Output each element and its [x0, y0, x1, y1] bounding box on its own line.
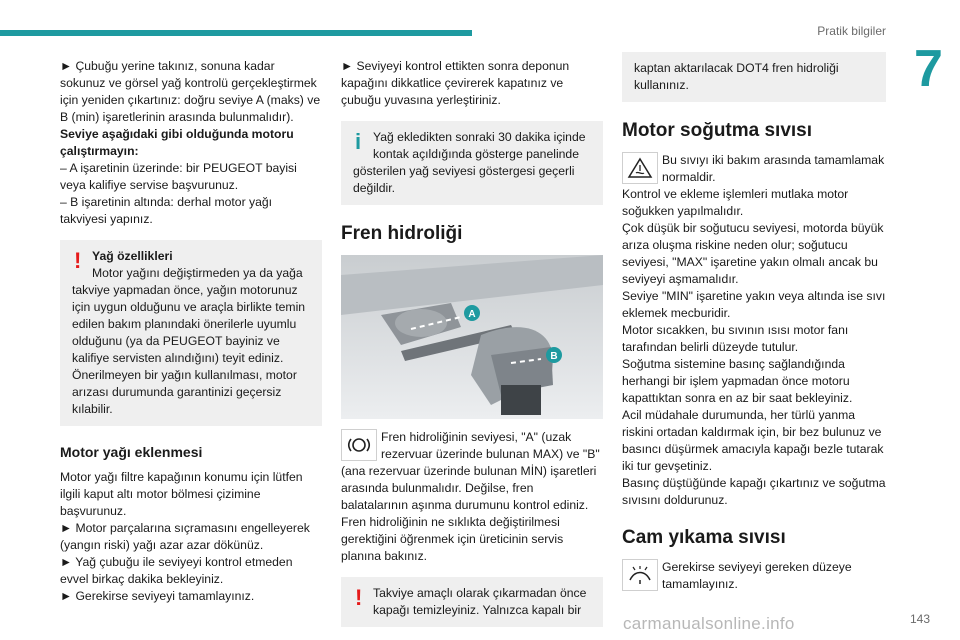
warning-title: Yağ özellikleri	[92, 249, 173, 263]
marker-b-label: B	[550, 351, 558, 362]
page-number: 143	[910, 612, 931, 626]
warning-text: Motor yağını değiştirmeden ya da yağa	[92, 266, 303, 280]
header-accent-bar	[0, 30, 472, 36]
warning-text: kaptan aktarılacak DOT4 fren hidroliği kullanınız.	[634, 61, 839, 92]
bold-paragraph: Seviye aşağıdaki gibi olduğunda motoru çalıştırmayın:	[60, 127, 294, 158]
paragraph: ► Seviyeyi kontrol ettikten sonra deponun kapağını dikkatlice çevirerek kapatınız ve çubuğu yuvasına yerleştiriniz.	[341, 59, 570, 107]
paragraph: – A işaretinin üzerinde: bir PEUGEOT bayisi veya kalifiye servise başvurunuz.	[60, 161, 297, 192]
info-text: kontak açıldığında gösterge panelinde	[373, 147, 579, 161]
paragraph: Seviye "MIN" işaretine yakın veya altında ise sıvı eklemek mecburidir.	[622, 289, 886, 320]
paragraph: Fren hidroliğinin seviyesi, "A" (uzak	[381, 430, 572, 444]
paragraph: (ana rezervuar üzerinde bulunan MİN) işaretleri arasında bulunmalıdır. Değilse, fren balatalarının aşınma durumunu kontrol ediniz.	[341, 464, 597, 512]
chapter-number: 7	[914, 40, 943, 98]
warning-exclamation-icon: !	[355, 585, 363, 610]
warning-box	[60, 240, 322, 426]
watermark: carmanualsonline.info	[623, 614, 795, 633]
brake-fluid-note	[341, 429, 603, 565]
paragraph: Fren hidroliğinin ne sıklıkta değiştirilmesi gerektiğini öğrenmek için üreticinin servis planına bakınız.	[341, 515, 564, 563]
paragraph: Acil müdahale durumunda, her türlü yanma riskini ortadan kaldırmak için, bir bez bulunuz ve basıncı düşürmek amacıyla kapağı bezle tutarak iki tur gevşetiniz.	[622, 408, 884, 473]
info-box	[341, 121, 603, 205]
subheading: Motor yağı eklenmesi	[60, 444, 203, 460]
washer-note	[622, 559, 886, 593]
paragraph: rezervuar üzerinde bulunan MAX) ve "B"	[381, 447, 600, 461]
paragraph: Kontrol ve ekleme işlemleri mutlaka motor soğukken yapılmalıdır.	[622, 187, 849, 218]
coolant-warning-icon	[622, 152, 658, 184]
paragraph: – B işaretinin altında: derhal motor yağı takviyesi yapınız.	[60, 195, 273, 226]
paragraph: normaldir.	[662, 170, 716, 184]
paragraph: ► Gerekirse seviyeyi tamamlayınız.	[60, 589, 255, 603]
paragraph: Gerekirse seviyeyi gereken düzeye	[662, 560, 852, 574]
paragraph: ► Yağ çubuğu ile seviyeyi kontrol etmeden evvel birkaç dakika bekleyiniz.	[60, 555, 293, 586]
paragraph: Motor sıcakken, bu sıvının ısısı motor fanı tarafından belirli düzeyde tutulur.	[622, 323, 849, 354]
section-heading: Cam yıkama sıvısı	[622, 527, 786, 548]
paragraph: ► Çubuğu yerine takınız, sonuna kadar sokunuz ve görsel yağ kontrolü gerçekleştirmek için yeniden çıkartınız: doğru seviye A (maks) ve B (min) işaretlerinin arasında bulunmalıdır).	[60, 59, 321, 124]
column-2	[341, 58, 603, 639]
info-text: Yağ ekledikten sonraki 30 dakika içinde	[373, 130, 586, 144]
paragraph: Basınç düştüğünde kapağı çıkartınız ve soğutma sıvısını doldurunuz.	[622, 476, 886, 507]
warning-exclamation-icon: !	[74, 248, 82, 273]
coolant-note	[622, 152, 886, 509]
marker-a-label: A	[468, 309, 476, 320]
brake-reservoir-illustration	[341, 255, 603, 419]
paragraph: Çok düşük bir soğutucu seviyesi, motorda büyük arıza oluşma riskine neden olur; soğutucu seviyesi, "MAX" işaretine yakın olmalı ancak bu seviyeyi aşmamalıdır.	[622, 221, 884, 286]
continued-warning-box	[622, 52, 886, 102]
info-icon: i	[355, 129, 362, 154]
warning-box	[341, 577, 603, 627]
warning-text: Takviye amaçlı olarak çıkarmadan önce	[373, 586, 587, 600]
warning-text: takviye yapmadan önce, yağın motorunuz için uygun olduğunu ve araçla birlikte temin edilen bakım planındaki önerilerle uyumlu olduğunu (ya da PEUGEOT bayiniz ve kalifiye servisten alındığını) teyit ediniz.	[72, 283, 306, 365]
brake-reservoir-photo	[341, 255, 603, 419]
paragraph: Motor yağı filtre kapağının konumu için lütfen ilgili kaput altı motor bölmesi çizimine başvurunuz.	[60, 470, 303, 518]
section-heading: Motor soğutma sıvısı	[622, 120, 813, 141]
brake-fluid-icon	[341, 429, 377, 461]
info-text: gösterilen yağ seviyesi göstergesi geçerli değildir.	[353, 164, 575, 195]
column-3	[622, 52, 886, 593]
warning-text: Önerilmeyen bir yağın kullanılması, motor arızası durumunda garantinizi geçersiz kılabilir.	[72, 368, 297, 416]
paragraph: Soğutma sistemine basınç sağlandığında herhangi bir işlem yapmadan önce motoru kapattıktan sonra en az bir saat bekleyiniz.	[622, 357, 853, 405]
section-heading: Fren hidroliği	[341, 223, 463, 244]
warning-text: kapağı temizleyiniz. Yalnızca kapalı bir	[373, 603, 582, 617]
paragraph: ► Motor parçalarına sıçramasını engelleyerek (yangın riski) yağı azar azar dökünüz.	[60, 521, 310, 552]
section-title: Pratik bilgiler	[817, 24, 886, 38]
paragraph: tamamlayınız.	[662, 577, 738, 591]
column-1	[60, 58, 322, 605]
washer-icon	[622, 559, 658, 591]
paragraph: Bu sıvıyı iki bakım arasında tamamlamak	[662, 153, 885, 167]
